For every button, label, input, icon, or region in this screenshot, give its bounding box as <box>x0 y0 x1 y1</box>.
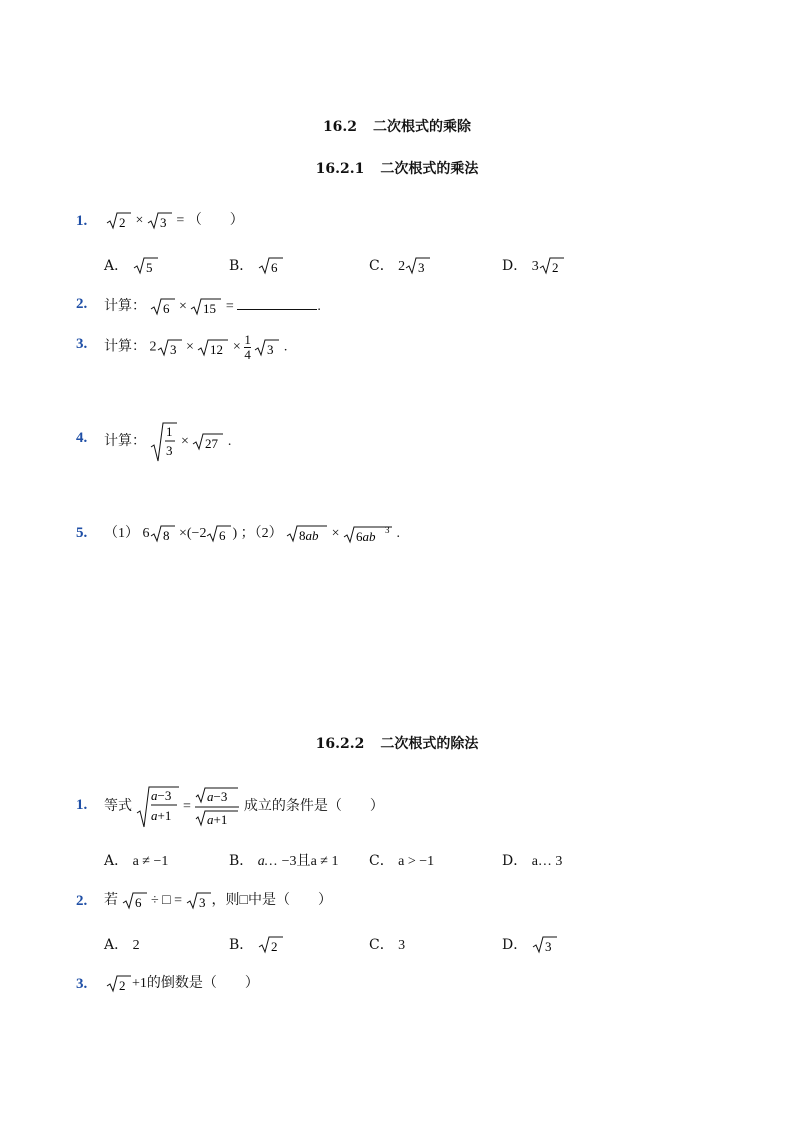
svg-text:3: 3 <box>385 525 390 535</box>
svg-text:15: 15 <box>203 300 217 316</box>
option-a[interactable] <box>104 850 168 870</box>
sqrt-symbol <box>286 524 328 544</box>
period: . <box>283 339 288 355</box>
subsection-name: 二次根式的乘法 <box>380 161 479 177</box>
answer-paren: （ ） <box>187 213 244 229</box>
option-label: B． <box>229 258 254 274</box>
question-tail: 的倒数是（ ） <box>146 976 259 992</box>
svg-text:a−3: a−3 <box>150 788 171 803</box>
question-label: 计算： <box>104 339 146 355</box>
option-d[interactable]: D． 3 2 <box>502 255 565 276</box>
question-1-stem: 2 × 3 = （ ） <box>106 211 244 231</box>
option-d[interactable] <box>502 934 558 955</box>
question-tail: 成立的条件是（ ） <box>243 799 384 815</box>
question-label: 若 <box>104 893 118 909</box>
subsection-number: 16.2.2 <box>315 736 365 752</box>
fraction-of-roots <box>194 785 240 829</box>
svg-text:3: 3 <box>159 215 167 230</box>
section-name: 二次根式的乘除 <box>373 119 472 135</box>
svg-text:27: 27 <box>205 436 219 451</box>
question-label: 等式 <box>104 799 132 815</box>
option-label: B． <box>229 853 254 869</box>
option-label: D． <box>502 937 528 953</box>
option-value: 3 <box>398 938 406 953</box>
question-number: 2. <box>76 893 88 909</box>
svg-text:3: 3 <box>544 939 552 954</box>
svg-text:2: 2 <box>119 978 126 993</box>
svg-text:8: 8 <box>162 528 169 543</box>
question-tail: ，则□中是（ ） <box>211 893 333 909</box>
section-number: 16.2 <box>322 119 358 135</box>
sqrt-symbol <box>532 935 558 955</box>
option-label: C． <box>369 853 394 869</box>
option-c[interactable] <box>369 850 434 870</box>
option-label: A． <box>104 853 129 869</box>
question-2-stem <box>104 891 332 911</box>
svg-text:6: 6 <box>270 260 278 275</box>
subsection-title-multiplication <box>0 158 794 178</box>
svg-text:6: 6 <box>219 528 226 543</box>
sqrt-symbol <box>206 524 232 544</box>
question-number: 4. <box>76 430 88 446</box>
question-3-stem: 计算： 2 3 × 12 × $\frac{1}{4}$ 3 . <box>104 332 288 362</box>
question-number: 5. <box>76 525 88 541</box>
question-3-stem: 2 +1的倒数是（ ） <box>106 974 259 994</box>
part-separator: ；（2） <box>240 526 283 542</box>
option-label: A． <box>104 258 129 274</box>
svg-text:3: 3 <box>418 260 425 275</box>
option-value: a ≠ 1 <box>310 854 339 869</box>
sqrt-symbol <box>197 338 229 358</box>
svg-text:2: 2 <box>119 215 126 230</box>
svg-text:a+1: a+1 <box>150 808 171 823</box>
option-label: A． <box>104 937 129 953</box>
svg-text:5: 5 <box>145 260 153 275</box>
period: . <box>227 434 232 450</box>
sqrt-symbol <box>150 524 176 544</box>
sqrt-symbol <box>133 256 159 276</box>
option-c[interactable]: C． 2 3 <box>369 255 431 276</box>
sqrt-symbol <box>190 297 222 317</box>
period: . <box>317 299 321 314</box>
option-label: B． <box>229 937 254 953</box>
option-a[interactable] <box>104 934 140 954</box>
svg-text:a+1: a+1 <box>207 812 228 827</box>
svg-text:3: 3 <box>267 341 274 357</box>
sqrt-symbol <box>192 432 224 452</box>
sqrt-symbol <box>254 338 280 358</box>
option-value: −3且 <box>281 854 311 869</box>
option-b[interactable] <box>229 255 284 276</box>
svg-text:a−3: a−3 <box>207 789 228 804</box>
answer-blank[interactable] <box>237 295 317 310</box>
question-5-stem: （1） 6 8 ×(−2 6 ) ；（2） 8ab × 6ab 3 . <box>104 525 401 544</box>
subsection-name: 二次根式的除法 <box>380 736 479 752</box>
svg-text:6: 6 <box>162 300 169 316</box>
fraction: $\frac{1}{4}$ <box>244 332 251 362</box>
sqrt-symbol <box>258 256 284 276</box>
svg-text:8ab: 8ab <box>299 528 319 543</box>
sqrt-symbol <box>343 523 393 545</box>
sqrt-fraction <box>136 785 180 829</box>
option-label: D． <box>502 258 528 274</box>
option-value: a… <box>257 854 278 869</box>
operator-box: ÷ □ = <box>151 893 183 909</box>
question-number: 1. <box>76 797 88 813</box>
option-value: a > −1 <box>398 854 435 869</box>
option-a[interactable] <box>104 255 159 276</box>
question-number: 1. <box>76 213 88 229</box>
subsection-title-division <box>0 733 794 753</box>
sqrt-symbol <box>157 338 183 358</box>
question-label: 计算： <box>104 434 146 450</box>
option-b[interactable] <box>229 850 338 870</box>
subsection-number: 16.2.1 <box>315 161 365 177</box>
question-number: 2. <box>76 296 88 312</box>
sqrt-symbol <box>186 891 212 911</box>
sqrt-symbol <box>405 256 431 276</box>
period: . <box>396 526 401 542</box>
option-label: D． <box>502 853 528 869</box>
question-4-stem: 计算： 1 3 × 27 . <box>104 421 231 463</box>
option-d[interactable] <box>502 850 562 870</box>
section-title <box>0 116 794 136</box>
svg-text:3: 3 <box>198 895 206 910</box>
question-label: 计算： <box>104 299 146 314</box>
sqrt-fraction <box>150 421 178 463</box>
sqrt-symbol <box>106 974 132 994</box>
sqrt-symbol <box>539 256 565 276</box>
question-2-stem: 计算： 6 × 15 = . <box>104 295 321 317</box>
sqrt-symbol <box>106 211 132 231</box>
svg-text:6: 6 <box>134 895 141 910</box>
option-value: 2 <box>132 938 140 953</box>
option-b[interactable] <box>229 934 284 955</box>
svg-text:12: 12 <box>210 341 224 357</box>
part-label: （1） <box>104 526 139 542</box>
option-label: C． <box>369 258 394 274</box>
sqrt-symbol <box>150 297 176 317</box>
option-value: a ≠ −1 <box>132 854 169 869</box>
svg-text:2: 2 <box>551 260 559 275</box>
sqrt-symbol <box>258 935 284 955</box>
svg-text:3: 3 <box>165 443 172 458</box>
svg-text:6ab: 6ab <box>356 529 376 544</box>
question-number: 3. <box>76 976 88 992</box>
svg-text:2: 2 <box>270 939 278 954</box>
sqrt-symbol <box>122 891 148 911</box>
sqrt-symbol <box>147 211 173 231</box>
option-c[interactable] <box>369 934 405 954</box>
svg-text:1: 1 <box>165 424 172 439</box>
svg-text:3: 3 <box>169 341 176 357</box>
question-number: 3. <box>76 336 88 352</box>
option-label: C． <box>369 937 394 953</box>
question-1-stem: 等式 a−3 a+1 = a−3 a+1 成立的条件是（ ） <box>104 785 384 829</box>
option-value: a… 3 <box>531 854 563 869</box>
